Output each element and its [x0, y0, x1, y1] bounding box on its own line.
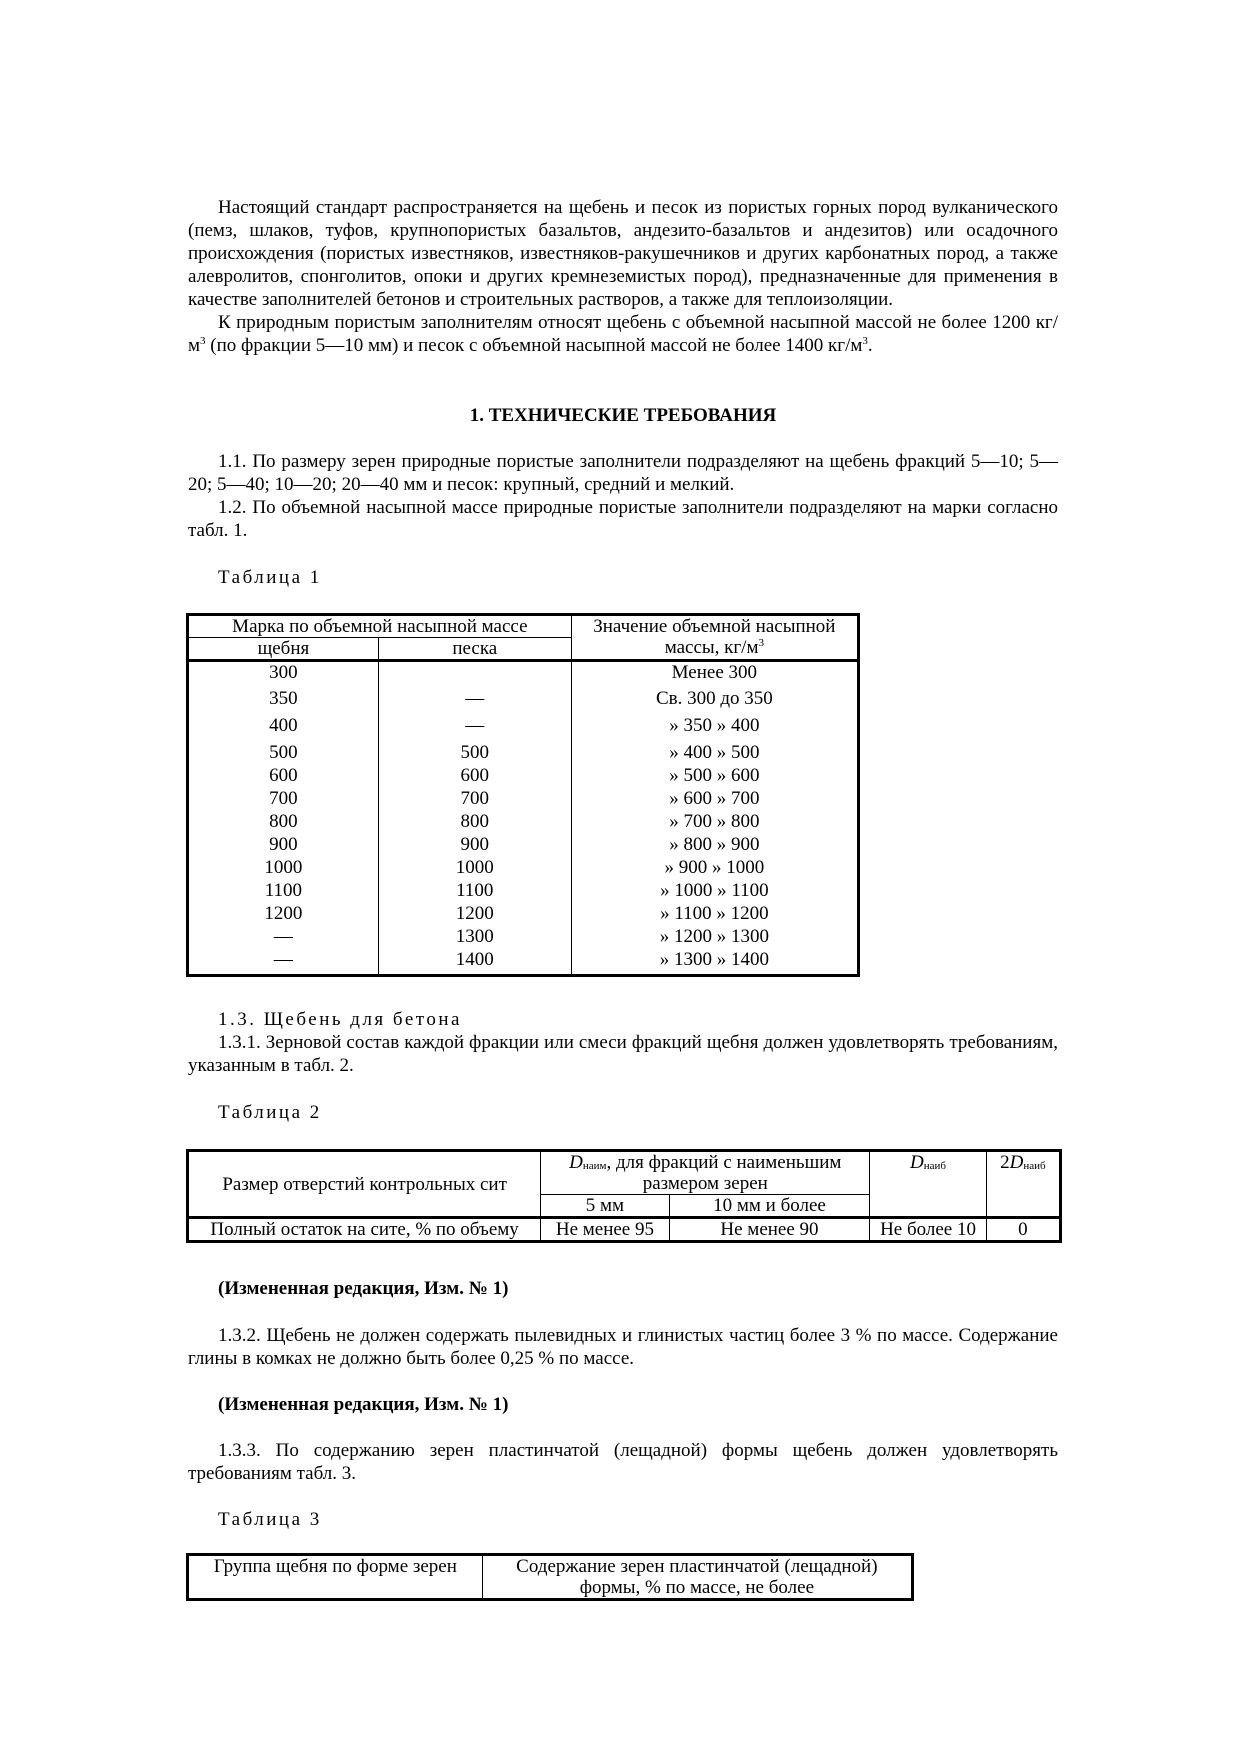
section-1-3-title: 1.3. Щебень для бетона	[218, 1009, 462, 1030]
intro-p2-part-b: (по фракции 5—10 мм) и песок с объемной насыпной массой не более 1400 кг/м	[205, 335, 863, 356]
table2-dmin-header	[541, 1151, 870, 1195]
d-symbol: D	[910, 1152, 924, 1173]
paragraph-1-3-1: 1.3.1. Зерновой состав каждой фракции или смеси фракций щебня должен удовлетворять требованиям, указанным в табл. 2.	[188, 1032, 1058, 1076]
table1-cell-value: » 500 » 600	[571, 765, 858, 788]
table2-row-label: Полный остаток на сите, % по объему	[188, 1218, 541, 1242]
table1-header-group: Марка по объемной насыпной массе	[188, 615, 572, 638]
two-prefix: 2	[1000, 1152, 1010, 1173]
table2-val-10mm: Не менее 90	[669, 1218, 870, 1242]
superscript-3: 3	[200, 335, 206, 347]
intro-p2-part-a: К природным пористым заполнителям относят щебень с объемной насыпной массой не более 1200 кг/м	[188, 312, 1058, 356]
table1-cell-sand: 500	[378, 742, 571, 765]
table1-row	[188, 688, 859, 715]
d-min-text-line1: , для фракций с наименьшим	[606, 1152, 842, 1173]
superscript-3: 3	[862, 335, 868, 347]
table-2	[186, 1149, 1062, 1243]
table1-cell-value: Менее 300	[571, 661, 858, 688]
d-min-text-line2: размером зерен	[642, 1173, 768, 1194]
paragraph-1-3-3: 1.3.3. По содержанию зерен пластинчатой (лещадной) формы щебень должен удовлетворять требованиям табл. 3.	[188, 1440, 1058, 1484]
table1-cell-gravel: —	[188, 949, 379, 976]
table1-row	[188, 903, 859, 926]
table1-row	[188, 880, 859, 903]
table2-col-10mm: 10 мм и более	[669, 1195, 870, 1218]
table1-caption: Таблица 1	[218, 567, 322, 588]
table1-header-value-line1: Значение объемной насыпной	[593, 616, 836, 637]
table1-row	[188, 834, 859, 857]
table1-cell-value: Св. 300 до 350	[571, 688, 858, 715]
table1-cell-gravel: 700	[188, 788, 379, 811]
table2-row-header: Размер отверстий контрольных сит	[188, 1151, 541, 1218]
table1-row	[188, 742, 859, 765]
intro-p2-part-c: .	[867, 335, 873, 356]
table1-header-value-line2: массы, кг/м	[664, 637, 759, 658]
table3-col-content	[482, 1555, 912, 1600]
table1-body	[188, 661, 859, 976]
table2-val-dmax: Не более 10	[870, 1218, 986, 1242]
table1-col-gravel: щебня	[188, 638, 379, 661]
table1-cell-gravel: 300	[188, 661, 379, 688]
table1-row	[188, 811, 859, 834]
d-max-subscript: наиб	[923, 1160, 947, 1172]
table2-val-2dmax: 0	[986, 1218, 1060, 1242]
amendment-note-1: (Измененная редакция, Изм. № 1)	[218, 1278, 509, 1299]
intro-paragraph-1: Настоящий стандарт распространяется на щебень и песок из пористых горных пород вулканического (пемз, шлаков, туфов, крупнопористых базальтов, андезито-базальтов и андезитов) или осадочного происхождения (пористых известняков, известняков-ракушечников и других карбонатных пород, а также алевролитов, спонголитов, опоки и других кремнеземистых пород), предназначенные для применения в качестве заполнителей бетонов и строительных растворов, а также для теплоизоляции.	[188, 197, 1058, 310]
table3-col-content-line1: Содержание зерен пластинчатой (лещадной)	[516, 1556, 878, 1577]
paragraph-1-3-3-block	[188, 1439, 1058, 1485]
table1-row	[188, 788, 859, 811]
table1-col-sand: песка	[378, 638, 571, 661]
table1-cell-value: » 1300 » 1400	[571, 949, 858, 976]
table1-row	[188, 661, 859, 688]
table1-cell-sand: 1300	[378, 926, 571, 949]
table1-cell-gravel: 900	[188, 834, 379, 857]
table1-cell-sand: 700	[378, 788, 571, 811]
table1-row	[188, 949, 859, 976]
table3-caption: Таблица 3	[218, 1509, 322, 1530]
table1-cell-gravel: —	[188, 926, 379, 949]
table2-col-5mm: 5 мм	[541, 1195, 669, 1218]
table1-cell-gravel: 800	[188, 811, 379, 834]
table-3	[186, 1553, 914, 1601]
table1-cell-sand: 800	[378, 811, 571, 834]
section13-text	[188, 1031, 1058, 1077]
table1-cell-sand: 1100	[378, 880, 571, 903]
table1-cell-sand: 600	[378, 765, 571, 788]
table2-val-5mm: Не менее 95	[541, 1218, 669, 1242]
table1-cell-value: » 900 » 1000	[571, 857, 858, 880]
table3-col-group: Группа щебня по форме зерен	[188, 1555, 483, 1600]
d-max-subscript: наиб	[1023, 1160, 1046, 1172]
table1-cell-sand: 900	[378, 834, 571, 857]
table2-dmax-header	[870, 1151, 986, 1218]
table1-cell-gravel: 500	[188, 742, 379, 765]
table1-cell-sand: —	[378, 715, 571, 742]
table1-cell-value: » 800 » 900	[571, 834, 858, 857]
table1-cell-gravel: 1000	[188, 857, 379, 880]
table1-cell-value: » 600 » 700	[571, 788, 858, 811]
section-heading: 1. ТЕХНИЧЕСКИЕ ТРЕБОВАНИЯ	[469, 405, 777, 426]
intro-text	[188, 196, 1058, 357]
amendment-note-2: (Измененная редакция, Изм. № 1)	[218, 1394, 509, 1415]
table1-cell-value: » 1000 » 1100	[571, 880, 858, 903]
table1-row	[188, 857, 859, 880]
paragraph-1-1: 1.1. По размеру зерен природные пористые заполнители подразделяют на щебень фракций 5—10; 5—20; 5—40; 10—20; 20—40 мм и песок: крупный, средний и мелкий.	[188, 451, 1058, 495]
table3-col-content-line2: формы, % по массе, не более	[579, 1577, 814, 1598]
section1-text	[188, 450, 1058, 542]
table1-cell-sand: —	[378, 688, 571, 715]
table1-cell-value: » 700 » 800	[571, 811, 858, 834]
d-min-subscript: наим	[582, 1160, 607, 1172]
paragraph-1-3-2-block	[188, 1324, 1058, 1370]
superscript-3: 3	[758, 637, 764, 649]
table1-cell-sand	[378, 661, 571, 688]
table1-cell-gravel: 600	[188, 765, 379, 788]
table1-cell-value: » 350 » 400	[571, 715, 858, 742]
table1-cell-sand: 1000	[378, 857, 571, 880]
table1-row	[188, 715, 859, 742]
table1-cell-gravel: 1200	[188, 903, 379, 926]
table2-2dmax-header	[986, 1151, 1060, 1218]
table1-cell-gravel: 400	[188, 715, 379, 742]
table-1	[186, 613, 860, 977]
table1-cell-gravel: 1100	[188, 880, 379, 903]
table1-cell-value: » 1100 » 1200	[571, 903, 858, 926]
table1-cell-sand: 1200	[378, 903, 571, 926]
d-symbol: D	[569, 1152, 583, 1173]
table1-cell-value: » 400 » 500	[571, 742, 858, 765]
intro-paragraph-2	[188, 311, 1058, 357]
table1-cell-value: » 1200 » 1300	[571, 926, 858, 949]
table1-row	[188, 765, 859, 788]
table2-caption: Таблица 2	[218, 1102, 322, 1123]
table1-cell-sand: 1400	[378, 949, 571, 976]
table1-row	[188, 926, 859, 949]
table1-header-value	[571, 615, 858, 661]
d-symbol: D	[1009, 1152, 1024, 1173]
table1-cell-gravel: 350	[188, 688, 379, 715]
paragraph-1-3-2: 1.3.2. Щебень не должен содержать пылевидных и глинистых частиц более 3 % по массе. Содержание глины в комках не должно быть более 0,25 % по массе.	[188, 1325, 1058, 1369]
paragraph-1-2: 1.2. По объемной насыпной массе природные пористые заполнители подразделяют на марки согласно табл. 1.	[188, 497, 1058, 541]
